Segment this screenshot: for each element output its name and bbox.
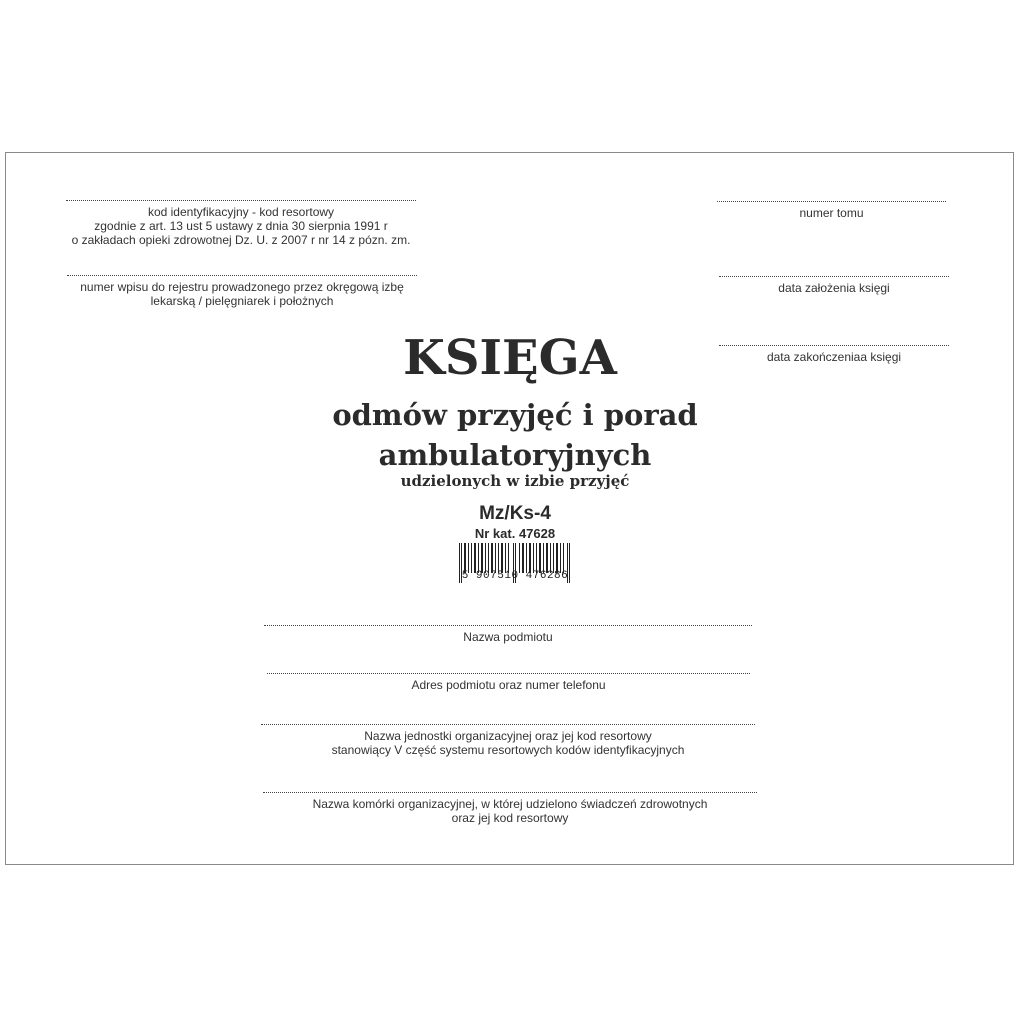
field-organizational-cell [263,792,757,825]
document-note: udzielonych w izbie przyjęć [400,472,630,490]
form-code: Mz/Ks-4 [479,503,551,524]
dotted-line [719,276,949,277]
field-label: Adres podmiotu oraz numer telefonu [411,678,606,692]
field-label: Nazwa jednostki organizacyjnej oraz jej kod resortowy [364,729,652,743]
document-title: KSIĘGA [403,330,617,386]
dotted-line [66,200,416,201]
subtitle-line-2: ambulatoryjnych [378,438,652,472]
field-entity-address [267,673,750,692]
dotted-line [67,275,417,276]
dotted-line [717,201,946,202]
field-label: oraz jej kod resortowy [451,811,569,825]
field-label: zgodnie z art. 13 ust 5 ustawy z dnia 30 sierpnia 1991 r [94,219,388,233]
field-book-start-date [719,276,949,295]
dotted-line [264,625,752,626]
field-label: Nazwa komórki organizacyjnej, w której udzielono świadczeń zdrowotnych [312,797,708,811]
field-identification-code [66,200,416,247]
field-label: numer tomu [799,206,864,220]
dotted-line [267,673,750,674]
field-label: kod identyfikacyjny - kod resortowy [147,205,335,219]
dotted-line [261,724,755,725]
field-volume-number [717,201,946,220]
catalog-number: Nr kat. 47628 [474,526,556,541]
dotted-line [263,792,757,793]
field-organizational-unit [261,724,755,757]
field-label: stanowiący V część systemu resortowych kodów identyfikacyjnych [331,743,685,757]
field-label: numer wpisu do rejestru prowadzonego przez okręgową izbę [80,280,404,294]
subtitle-line-1: odmów przyjęć i porad [332,398,698,432]
field-label: data zakończeniaa księgi [766,350,902,364]
field-entity-name [264,625,752,644]
barcode-number: 5 907510 476286 [461,570,569,582]
field-register-number [67,275,417,308]
field-label: Nazwa podmiotu [463,630,553,644]
field-label: data założenia księgi [778,281,890,295]
field-label: lekarską / pielęgniarek i położnych [150,294,334,308]
document-subtitle [0,395,1020,475]
field-label: o zakładach opieki zdrowotnej Dz. U. z 2007 r nr 14 z pózn. zm. [71,233,411,247]
